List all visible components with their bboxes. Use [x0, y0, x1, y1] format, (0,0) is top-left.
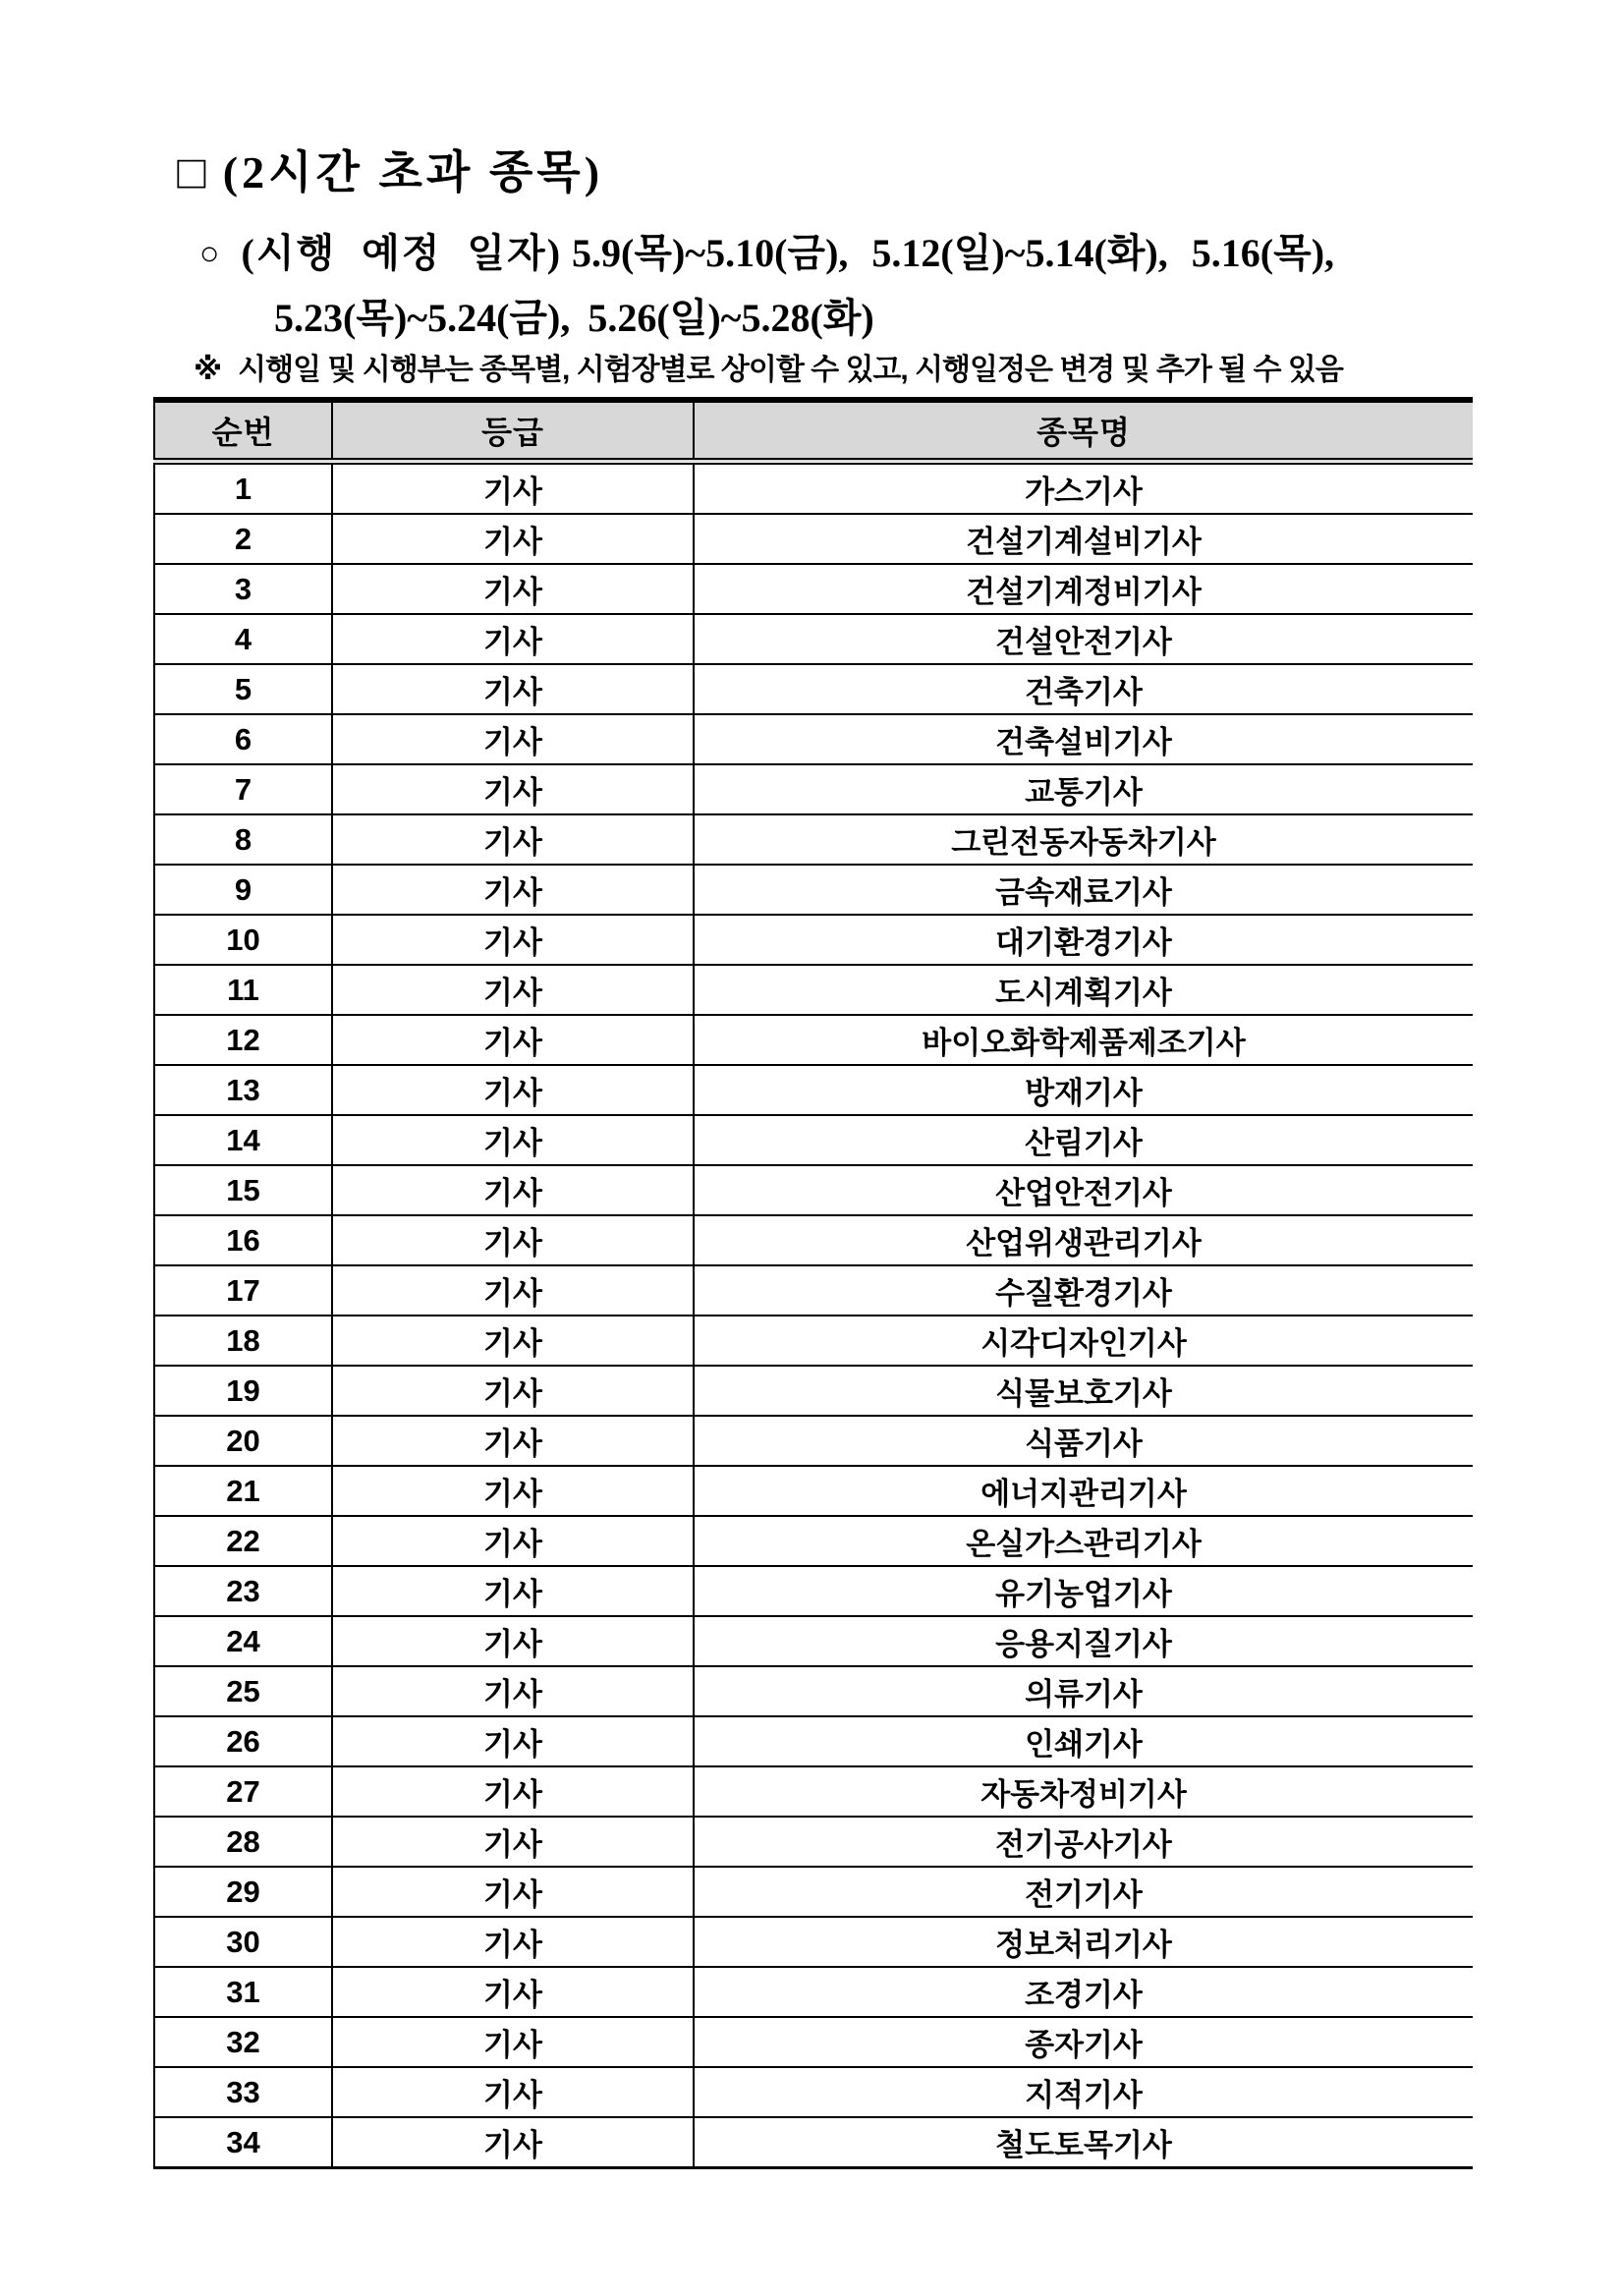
- cell-grade: 기사: [332, 1115, 694, 1165]
- note-text: 시행일 및 시행부는 종목별, 시험장별로 상이할 수 있고, 시행일정은 변경 및 추가 될 수 있음: [238, 354, 1343, 386]
- cell-name: 건축기사: [694, 664, 1473, 714]
- subject-table: [153, 397, 1473, 2169]
- table-row: [154, 1566, 1473, 1616]
- cell-no: 23: [154, 1566, 332, 1616]
- cell-name: 전기기사: [694, 1867, 1473, 1917]
- cell-no: 34: [154, 2117, 332, 2168]
- cell-no: 11: [154, 965, 332, 1015]
- cell-name: 건설기계정비기사: [694, 564, 1473, 614]
- cell-no: 14: [154, 1115, 332, 1165]
- cell-name: 인쇄기사: [694, 1716, 1473, 1766]
- cell-name: 온실가스관리기사: [694, 1516, 1473, 1566]
- table-row: [154, 1316, 1473, 1366]
- table-row: [154, 564, 1473, 614]
- cell-no: 31: [154, 1967, 332, 2017]
- cell-no: 29: [154, 1867, 332, 1917]
- table-row: [154, 514, 1473, 564]
- table-row: [154, 915, 1473, 965]
- cell-no: 27: [154, 1766, 332, 1817]
- cell-grade: 기사: [332, 564, 694, 614]
- cell-no: 15: [154, 1165, 332, 1215]
- cell-no: 22: [154, 1516, 332, 1566]
- cell-no: 8: [154, 814, 332, 865]
- cell-name: 가스기사: [694, 462, 1473, 515]
- cell-name: 바이오화학제품제조기사: [694, 1015, 1473, 1065]
- cell-grade: 기사: [332, 514, 694, 564]
- cell-no: 20: [154, 1416, 332, 1466]
- cell-grade: 기사: [332, 614, 694, 664]
- cell-name: 건설기계설비기사: [694, 514, 1473, 564]
- cell-name: 그린전동자동차기사: [694, 814, 1473, 865]
- cell-no: 16: [154, 1215, 332, 1265]
- table-row: [154, 1215, 1473, 1265]
- schedule-dates-line-2: 5.23(목)~5.24(금), 5.26(일)~5.28(화): [274, 296, 874, 340]
- section-title-text: (2시간 초과 종목): [222, 147, 604, 197]
- cell-grade: 기사: [332, 1867, 694, 1917]
- cell-no: 19: [154, 1366, 332, 1416]
- square-bullet-icon: □: [177, 145, 210, 199]
- cell-grade: 기사: [332, 1516, 694, 1566]
- table-row: [154, 965, 1473, 1015]
- cell-no: 13: [154, 1065, 332, 1115]
- cell-grade: 기사: [332, 965, 694, 1015]
- table-row: [154, 814, 1473, 865]
- header-no: 순번: [154, 400, 332, 462]
- cell-no: 3: [154, 564, 332, 614]
- cell-no: 1: [154, 462, 332, 515]
- cell-name: 철도토목기사: [694, 2117, 1473, 2168]
- cell-grade: 기사: [332, 1817, 694, 1867]
- cell-grade: 기사: [332, 2067, 694, 2117]
- cell-name: 의류기사: [694, 1666, 1473, 1716]
- cell-grade: 기사: [332, 865, 694, 915]
- table-row: [154, 462, 1473, 515]
- cell-name: 응용지질기사: [694, 1616, 1473, 1666]
- cell-grade: 기사: [332, 1215, 694, 1265]
- cell-grade: 기사: [332, 1366, 694, 1416]
- cell-no: 2: [154, 514, 332, 564]
- cell-name: 시각디자인기사: [694, 1316, 1473, 1366]
- cell-name: 종자기사: [694, 2017, 1473, 2067]
- cell-name: 방재기사: [694, 1065, 1473, 1115]
- cell-grade: 기사: [332, 1265, 694, 1316]
- table-row: [154, 1967, 1473, 2017]
- cell-name: 산업안전기사: [694, 1165, 1473, 1215]
- cell-grade: 기사: [332, 1065, 694, 1115]
- cell-name: 식물보호기사: [694, 1366, 1473, 1416]
- table-row: [154, 1666, 1473, 1716]
- cell-name: 대기환경기사: [694, 915, 1473, 965]
- cell-no: 25: [154, 1666, 332, 1716]
- cell-grade: 기사: [332, 764, 694, 814]
- cell-grade: 기사: [332, 1967, 694, 2017]
- cell-no: 4: [154, 614, 332, 664]
- cell-no: 32: [154, 2017, 332, 2067]
- cell-name: 에너지관리기사: [694, 1466, 1473, 1516]
- table-row: [154, 1917, 1473, 1967]
- table-row: [154, 1015, 1473, 1065]
- cell-name: 산업위생관리기사: [694, 1215, 1473, 1265]
- cell-name: 전기공사기사: [694, 1817, 1473, 1867]
- table-row: [154, 2117, 1473, 2168]
- cell-no: 33: [154, 2067, 332, 2117]
- table-row: [154, 764, 1473, 814]
- cell-grade: 기사: [332, 1015, 694, 1065]
- reference-mark-icon: ※: [194, 354, 223, 386]
- cell-no: 9: [154, 865, 332, 915]
- schedule-line-1: [199, 233, 1334, 274]
- cell-grade: 기사: [332, 462, 694, 515]
- header-name: 종목명: [694, 400, 1473, 462]
- cell-name: 금속재료기사: [694, 865, 1473, 915]
- table-row: [154, 714, 1473, 764]
- table-row: [154, 614, 1473, 664]
- cell-grade: 기사: [332, 2117, 694, 2168]
- cell-name: 조경기사: [694, 1967, 1473, 2017]
- schedule-dates-line-1: 5.9(목)~5.10(금), 5.12(일)~5.14(화), 5.16(목),: [572, 231, 1335, 275]
- cell-grade: 기사: [332, 1466, 694, 1516]
- schedule-block: [199, 233, 1334, 339]
- table-row: [154, 1516, 1473, 1566]
- header-grade: 등급: [332, 400, 694, 462]
- cell-grade: 기사: [332, 1416, 694, 1466]
- cell-grade: 기사: [332, 714, 694, 764]
- table-row: [154, 664, 1473, 714]
- cell-grade: 기사: [332, 2017, 694, 2067]
- table-row: [154, 1766, 1473, 1817]
- cell-no: 30: [154, 1917, 332, 1967]
- cell-no: 12: [154, 1015, 332, 1065]
- cell-grade: 기사: [332, 814, 694, 865]
- cell-no: 28: [154, 1817, 332, 1867]
- cell-no: 5: [154, 664, 332, 714]
- table-row: [154, 865, 1473, 915]
- table-row: [154, 1165, 1473, 1215]
- subject-table-body: [154, 462, 1473, 2168]
- cell-name: 도시계획기사: [694, 965, 1473, 1015]
- note-line: [194, 345, 1343, 388]
- table-row: [154, 1265, 1473, 1316]
- table-row: [154, 2067, 1473, 2117]
- table-row: [154, 2017, 1473, 2067]
- cell-name: 건설안전기사: [694, 614, 1473, 664]
- cell-name: 수질환경기사: [694, 1265, 1473, 1316]
- cell-grade: 기사: [332, 1616, 694, 1666]
- cell-no: 17: [154, 1265, 332, 1316]
- cell-name: 유기농업기사: [694, 1566, 1473, 1616]
- table-row: [154, 1466, 1473, 1516]
- cell-grade: 기사: [332, 1316, 694, 1366]
- cell-no: 24: [154, 1616, 332, 1666]
- cell-grade: 기사: [332, 1165, 694, 1215]
- cell-no: 7: [154, 764, 332, 814]
- cell-grade: 기사: [332, 915, 694, 965]
- subject-table-head: [154, 400, 1473, 462]
- cell-grade: 기사: [332, 1666, 694, 1716]
- cell-grade: 기사: [332, 1566, 694, 1616]
- cell-name: 자동차정비기사: [694, 1766, 1473, 1817]
- section-title: [177, 145, 604, 199]
- table-row: [154, 1366, 1473, 1416]
- cell-no: 21: [154, 1466, 332, 1516]
- table-row: [154, 1867, 1473, 1917]
- cell-no: 6: [154, 714, 332, 764]
- cell-no: 26: [154, 1716, 332, 1766]
- cell-name: 지적기사: [694, 2067, 1473, 2117]
- cell-grade: 기사: [332, 1766, 694, 1817]
- cell-grade: 기사: [332, 1917, 694, 1967]
- cell-name: 식품기사: [694, 1416, 1473, 1466]
- header-row: [154, 400, 1473, 462]
- cell-no: 18: [154, 1316, 332, 1366]
- table-row: [154, 1416, 1473, 1466]
- table-row: [154, 1616, 1473, 1666]
- schedule-label: (시행 예정 일자): [241, 231, 563, 275]
- cell-no: 10: [154, 915, 332, 965]
- cell-name: 건축설비기사: [694, 714, 1473, 764]
- table-row: [154, 1115, 1473, 1165]
- cell-grade: 기사: [332, 664, 694, 714]
- cell-name: 정보처리기사: [694, 1917, 1473, 1967]
- cell-name: 교통기사: [694, 764, 1473, 814]
- table-row: [154, 1065, 1473, 1115]
- table-row: [154, 1817, 1473, 1867]
- circle-bullet-icon: ○: [199, 236, 220, 272]
- cell-name: 산림기사: [694, 1115, 1473, 1165]
- cell-grade: 기사: [332, 1716, 694, 1766]
- table-row: [154, 1716, 1473, 1766]
